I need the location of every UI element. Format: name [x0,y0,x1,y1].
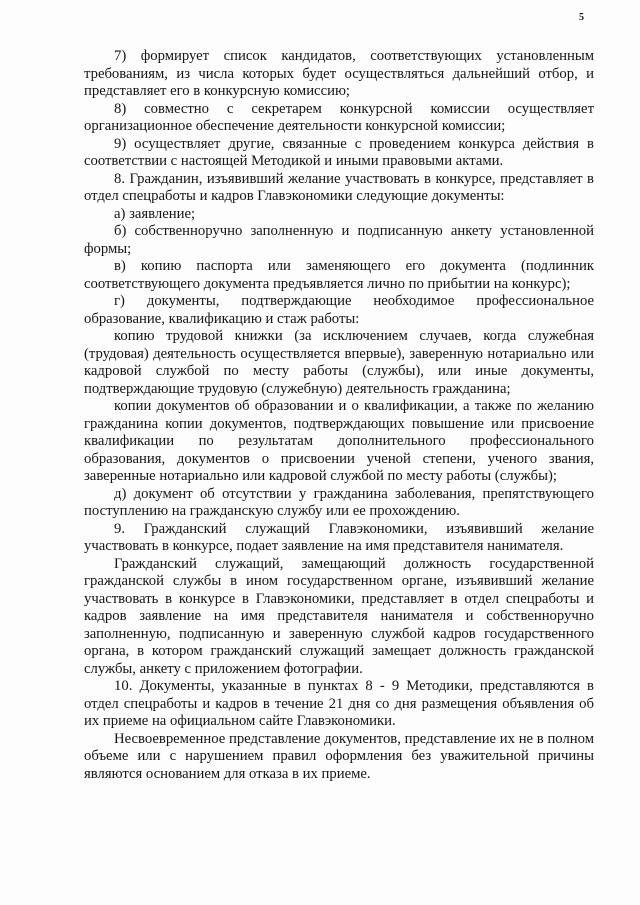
paragraph-item-7: 7) формирует список кандидатов, соответствующих установленным требованиям, из числа которых будет осуществляться дальнейший отбор, и представляет его в конкурсную комиссию; [84,48,594,99]
paragraph-work-record: копию трудовой книжки (за исключением случаев, когда служебная (трудовая) деятельность осуществляется впервые), заверенную нотариально или кадровой службой по месту работы (службы), или иные документы, подтверждающие трудовую (служебную) деятельность гражданина; [84,328,594,397]
paragraph-sub-g: г) документы, подтверждающие необходимое профессиональное образование, квалификацию и стаж работы: [84,293,594,327]
paragraph-clause-10: 10. Документы, указанные в пунктах 8 - 9 Методики, представляются в отдел спецработы и кадров в течение 21 дня со дня размещения объявления об их приеме на официальном сайте Главэкономики. [84,678,594,729]
paragraph-item-8: 8) совместно с секретарем конкурсной комиссии осуществляет организационное обеспечение деятельности конкурсной комиссии; [84,100,594,134]
paragraph-refusal: Несвоевременное представление документов, представление их не в полном объеме или с нарушением правил оформления без уважительной причины являются основанием для отказа в их приеме. [84,730,594,782]
paragraph-item-9: 9) осуществляет другие, связанные с проведением конкурса действия в соответствии с настоящей Методикой и иными правовыми актами. [84,135,594,169]
paragraph-other-agency: Гражданский служащий, замещающий должность государственной гражданской службы в ином государственном органе, изъявивший желание участвовать в конкурсе в Главэкономики, представляет в отдел спецработы и кадров заявление на имя представителя нанимателя и собственноручно заполненную, подписанную и заверенную службой кадров государственного органа, в котором гражданский служащий замещает должность гражданской службы, анкету с приложением фотографии. [84,555,594,677]
paragraph-education-docs: копии документов об образовании и о квалификации, а также по желанию гражданина копии документов, подтверждающих повышение или присвоение квалификации по результатам дополнительного профессионального образования, документов о присвоении ученой степени, ученого звания, заверенные нотариально или кадровой службой по месту работы (службы); [84,398,594,484]
document-body [84,48,594,783]
paragraph-clause-8: 8. Гражданин, изъявивший желание участвовать в конкурсе, представляет в отдел спецработы и кадров Главэкономики следующие документы: [84,170,594,204]
paragraph-sub-a: а) заявление; [114,205,196,222]
paragraph-sub-v: в) копию паспорта или заменяющего его документа (подлинник соответствующего документа предъявляется лично по прибытии на конкурс); [84,258,594,292]
paragraph-sub-d: д) документ об отсутствии у гражданина заболевания, препятствующего поступлению на гражданскую службу или ее прохождению. [84,485,594,519]
paragraph-sub-b: б) собственноручно заполненную и подписанную анкету установленной формы; [84,223,594,257]
page-number: 5 [579,12,584,23]
paragraph-clause-9: 9. Гражданский служащий Главэкономики, изъявивший желание участвовать в конкурсе, подает заявление на имя представителя нанимателя. [84,520,594,554]
